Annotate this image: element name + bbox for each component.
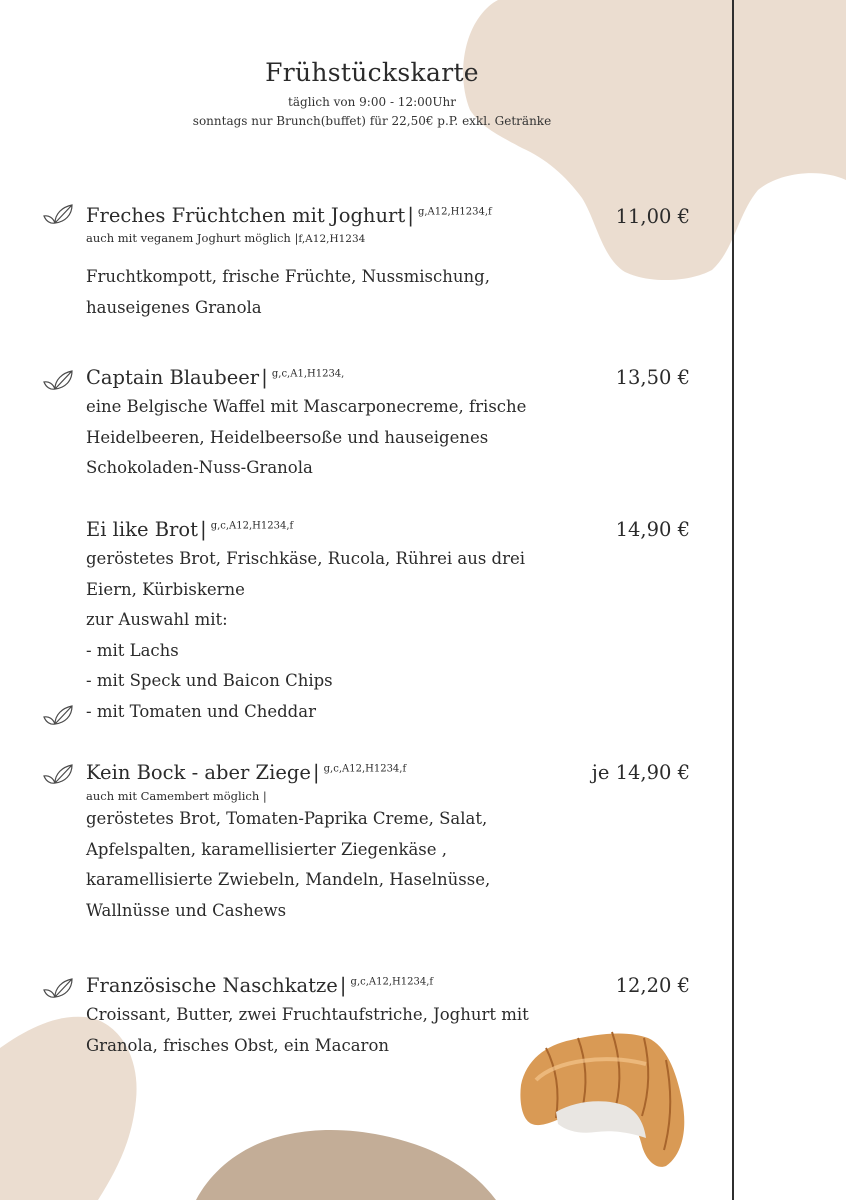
desc-line: geröstetes Brot, Tomaten-Paprika Creme, Salat, bbox=[86, 809, 488, 828]
separator: | bbox=[407, 203, 414, 227]
item-price: 13,50 € bbox=[615, 366, 690, 389]
item-description bbox=[86, 392, 686, 484]
page-title: Frühstückskarte bbox=[265, 58, 479, 87]
desc-line: zur Auswahl mit: bbox=[86, 610, 228, 629]
leaf-icon bbox=[42, 976, 76, 1002]
leaf-icon bbox=[42, 703, 76, 729]
item-allergens: g,c,A1,H1234, bbox=[271, 368, 345, 380]
item-name: Kein Bock - aber Ziege bbox=[86, 761, 311, 784]
separator: | bbox=[312, 760, 320, 784]
desc-line: eine Belgische Waffel mit Mascarponecreme, frische bbox=[86, 397, 527, 416]
item-description bbox=[86, 544, 686, 727]
item-title bbox=[86, 973, 686, 997]
leaf-icon bbox=[42, 368, 76, 394]
menu-item-3 bbox=[86, 517, 686, 727]
item-price: je 14,90 € bbox=[591, 761, 690, 784]
sunday-line: sonntags nur Brunch(buffet) für 22,50€ p.P. exkl. Getränke bbox=[192, 114, 552, 128]
desc-line: Heidelbeeren, Heidelbeersoße und hauseigenes bbox=[86, 427, 489, 447]
desc-line: Fruchtkompott, frische Früchte, Nussmischung, bbox=[86, 267, 490, 286]
note-allergens: f,A12,H1234 bbox=[298, 233, 366, 245]
hours-line: täglich von 9:00 - 12:00Uhr bbox=[288, 95, 456, 109]
desc-line: Schokoladen-Nuss-Granola bbox=[86, 458, 313, 477]
item-description bbox=[86, 804, 686, 926]
item-title bbox=[86, 365, 686, 389]
item-allergens: g,A12,H1234,f bbox=[417, 206, 492, 218]
item-allergens: g,c,A12,H1234,f bbox=[350, 976, 434, 988]
item-note bbox=[86, 231, 686, 245]
bottom-blob-dark bbox=[196, 1130, 496, 1200]
separator: | bbox=[339, 973, 347, 997]
desc-line: hauseigenes Granola bbox=[86, 297, 262, 317]
item-allergens: g,c,A12,H1234,f bbox=[323, 763, 407, 775]
item-description bbox=[86, 262, 686, 323]
desc-line: Croissant, Butter, zwei Fruchtaufstriche, Joghurt mit bbox=[86, 1005, 529, 1024]
desc-line: - mit Tomaten und Cheddar bbox=[86, 701, 316, 721]
item-allergens: g,c,A12,H1234,f bbox=[210, 520, 294, 532]
item-name: Ei like Brot bbox=[86, 518, 198, 541]
item-price: 12,20 € bbox=[615, 974, 690, 997]
menu-item-2 bbox=[86, 365, 686, 484]
item-title bbox=[86, 203, 686, 227]
note-text: auch mit veganem Joghurt möglich | bbox=[86, 231, 299, 245]
desc-line: karamellisierte Zwiebeln, Mandeln, Haselnüsse, bbox=[86, 870, 491, 889]
separator: | bbox=[199, 517, 207, 541]
leaf-icon bbox=[42, 762, 76, 788]
item-title bbox=[86, 517, 686, 541]
desc-line: - mit Speck und Baicon Chips bbox=[86, 671, 333, 690]
menu-item-1 bbox=[86, 203, 686, 323]
item-name: Captain Blaubeer bbox=[86, 366, 260, 389]
croissant-illustration bbox=[516, 1020, 691, 1170]
separator: | bbox=[261, 365, 268, 389]
item-price: 11,00 € bbox=[615, 205, 690, 228]
item-price: 14,90 € bbox=[615, 518, 690, 541]
item-note: auch mit Camembert möglich | bbox=[86, 789, 267, 803]
vertical-divider bbox=[732, 0, 734, 1200]
item-name: Französische Naschkatze bbox=[86, 974, 338, 997]
menu-item-4 bbox=[86, 760, 686, 926]
desc-line: Eiern, Kürbiskerne bbox=[86, 579, 245, 599]
desc-line: - mit Lachs bbox=[86, 640, 179, 660]
desc-line: Apfelspalten, karamellisierter Ziegenkäse , bbox=[86, 839, 448, 859]
desc-line: geröstetes Brot, Frischkäse, Rucola, Rührei aus drei bbox=[86, 549, 526, 568]
item-name: Freches Früchtchen mit Joghurt bbox=[86, 204, 406, 227]
desc-line: Granola, frisches Obst, ein Macaron bbox=[86, 1035, 390, 1055]
desc-line: Wallnüsse und Cashews bbox=[86, 900, 287, 920]
menu-header bbox=[0, 58, 744, 131]
leaf-icon bbox=[42, 202, 76, 228]
